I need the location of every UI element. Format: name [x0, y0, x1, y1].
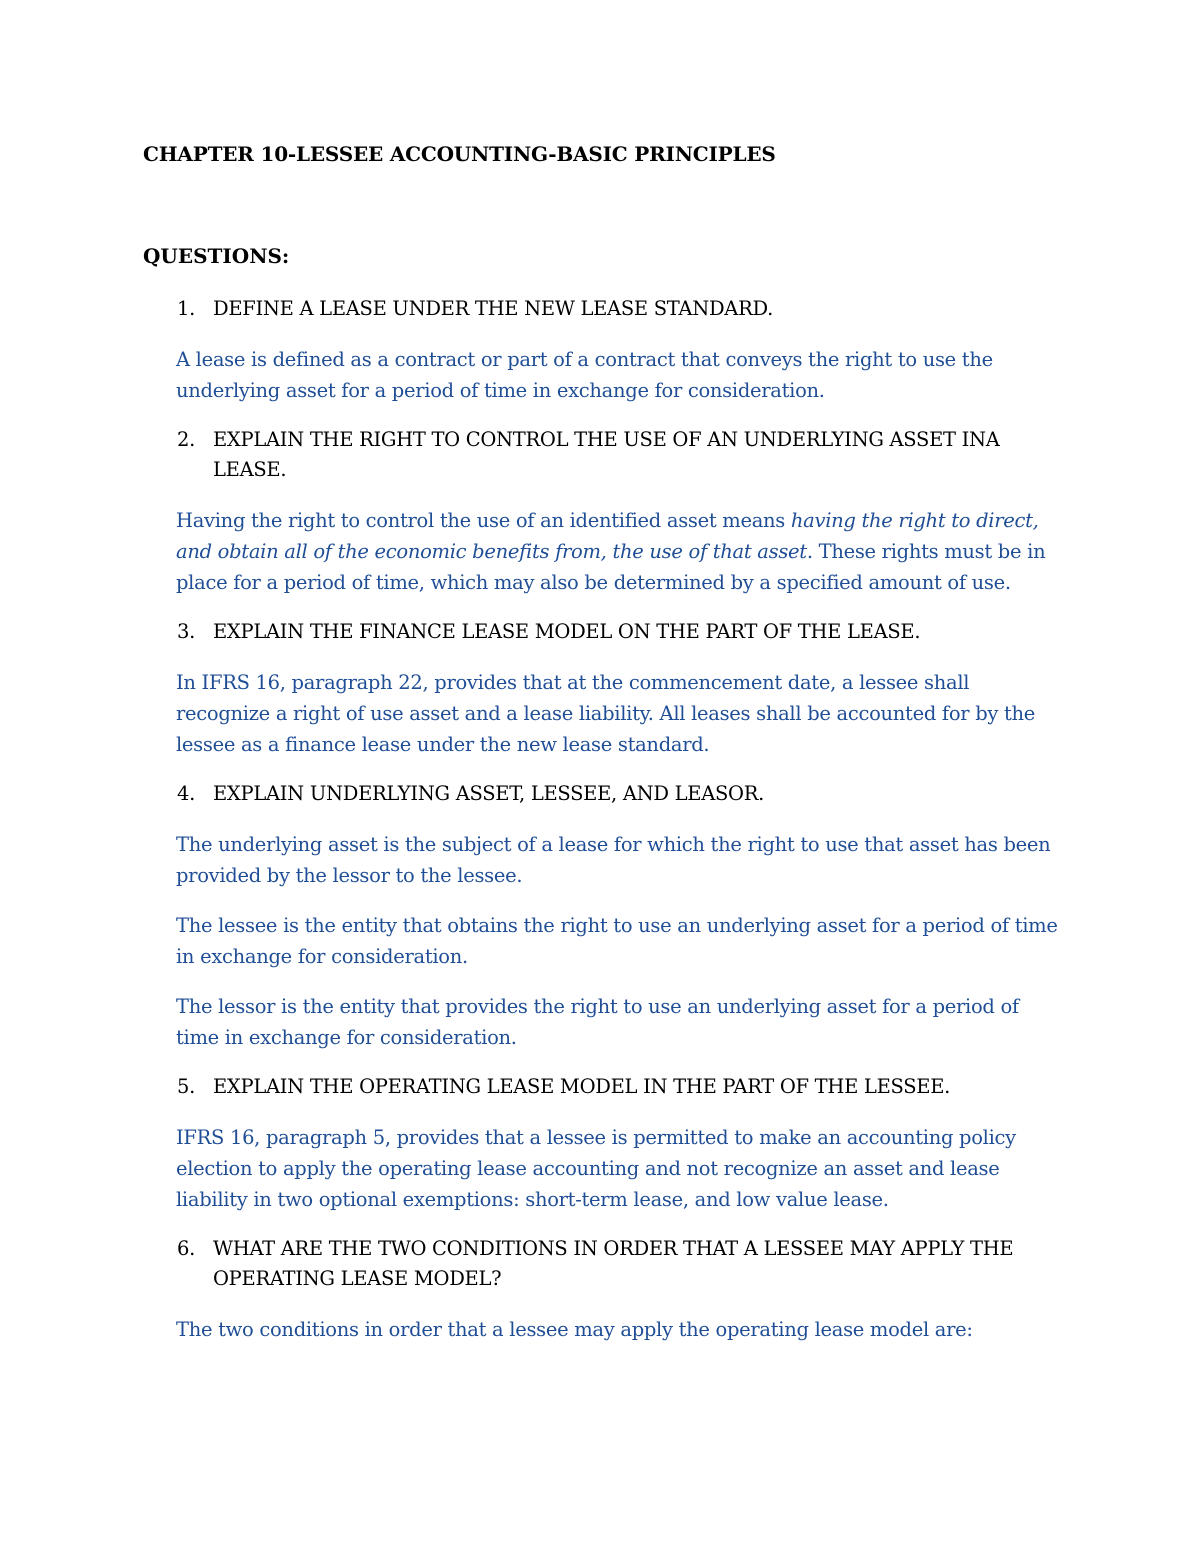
- question-1: [143, 294, 1063, 324]
- question-text: EXPLAIN THE OPERATING LEASE MODEL IN THE PART OF THE LESSEE.: [213, 1075, 951, 1098]
- answer-1: A lease is defined as a contract or part of a contract that conveys the right to use the underlying asset for a period of time in exchange for consideration.: [176, 348, 993, 402]
- question-text: EXPLAIN THE FINANCE LEASE MODEL ON THE PART OF THE LEASE.: [213, 620, 921, 643]
- question-number: 3.: [177, 620, 196, 643]
- question-2: [143, 425, 1063, 485]
- answer-2-emphasis: having the right to direct, and obtain all of the economic benefits from, the use of that asset: [176, 509, 1039, 563]
- answer-5: IFRS 16, paragraph 5, provides that a lessee is permitted to make an accounting policy election to apply the operating lease accounting and not recognize an asset and lease liability in two optional exemptions: short-term lease, and low value lease.: [176, 1126, 1016, 1211]
- answer-6: The two conditions in order that a lessee may apply the operating lease model are:: [176, 1318, 973, 1341]
- answer-2-text-start: Having the right to control the use of an identified asset means: [176, 509, 791, 532]
- question-list: [143, 294, 1063, 1364]
- answer-4-underlying-asset: The underlying asset is the subject of a lease for which the right to use that asset has been provided by the lessor to the lessee.: [176, 833, 1051, 887]
- question-number: 6.: [177, 1237, 196, 1260]
- question-text: WHAT ARE THE TWO CONDITIONS IN ORDER THAT A LESSEE MAY APPLY THE OPERATING LEASE MODEL?: [213, 1237, 1014, 1290]
- chapter-title: CHAPTER 10-LESSEE ACCOUNTING-BASIC PRINCIPLES: [143, 142, 776, 166]
- question-5: [143, 1072, 1063, 1102]
- question-4: [143, 779, 1063, 809]
- answer-3: In IFRS 16, paragraph 22, provides that at the commencement date, a lessee shall recognize a right of use asset and a lease liability. All leases shall be accounted for by the lessee as a finance lease under the new lease standard.: [176, 671, 1036, 756]
- question-3: [143, 617, 1063, 647]
- question-number: 2.: [177, 428, 196, 451]
- question-text: EXPLAIN UNDERLYING ASSET, LESSEE, AND LEASOR.: [213, 782, 765, 805]
- answer-4-lessee: The lessee is the entity that obtains the right to use an underlying asset for a period of time in exchange for consideration.: [176, 914, 1058, 968]
- question-number: 1.: [177, 297, 196, 320]
- question-number: 5.: [177, 1075, 196, 1098]
- question-6: [143, 1234, 1063, 1294]
- questions-heading: QUESTIONS:: [143, 244, 290, 268]
- answer-4-lessor: The lessor is the entity that provides the right to use an underlying asset for a period of time in exchange for consideration.: [176, 995, 1019, 1049]
- question-text: EXPLAIN THE RIGHT TO CONTROL THE USE OF AN UNDERLYING ASSET INA LEASE.: [213, 428, 1000, 481]
- question-text: DEFINE A LEASE UNDER THE NEW LEASE STANDARD.: [213, 297, 774, 320]
- question-number: 4.: [177, 782, 196, 805]
- answer-2: [176, 505, 1063, 598]
- answer-2-text-end: . These rights must be in place for a period of time, which may also be determined by a specified amount of use.: [176, 540, 1046, 594]
